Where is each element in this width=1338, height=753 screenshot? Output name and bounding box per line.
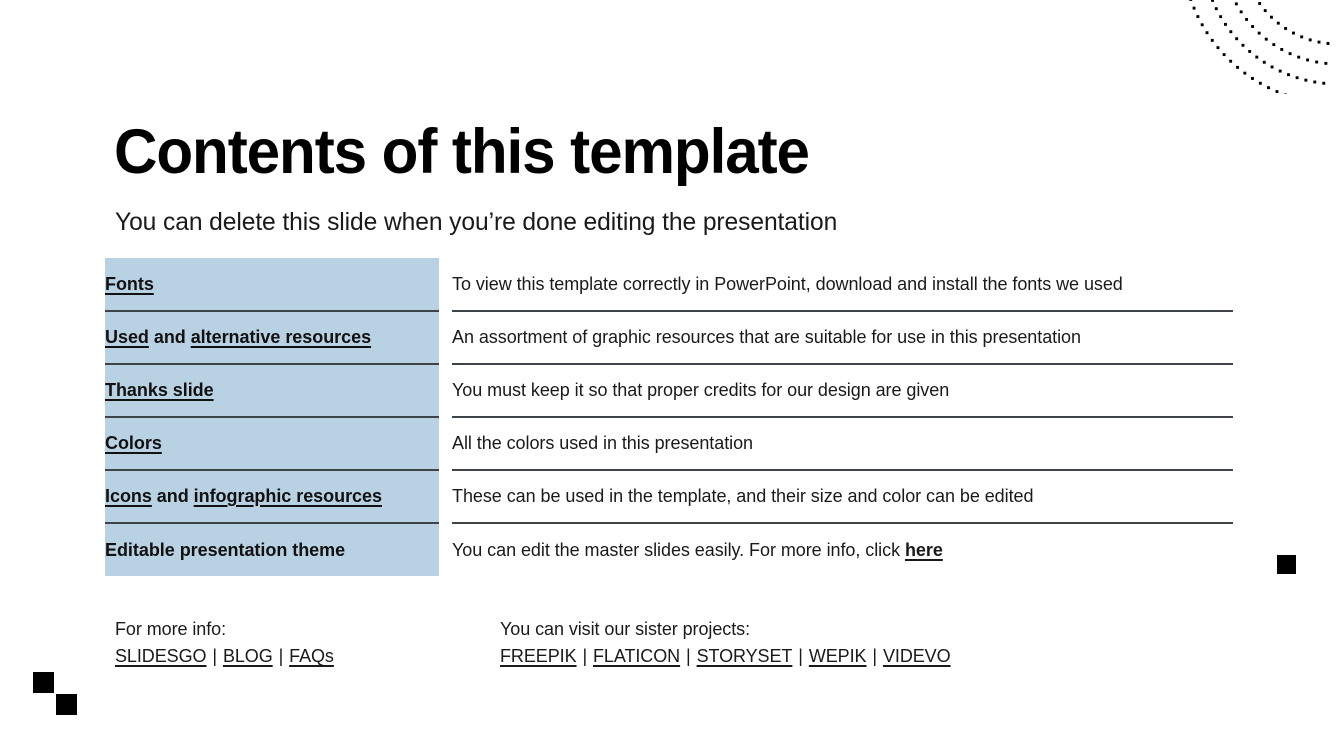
table-cell-description [452,311,1233,364]
table-cell-description [452,523,1233,576]
link-here[interactable]: here [904,539,943,560]
footer-link-blog[interactable]: BLOG [222,646,273,666]
table-cell-description [452,364,1233,417]
footer-link-storyset[interactable]: STORYSET [696,646,793,666]
table-cell-spacer [439,417,452,470]
text-run: To view this template correctly in PowerPoint, download and install the fonts we used [452,273,1123,294]
table-row [105,417,1233,470]
table-cell-label [105,417,439,470]
table-row [105,364,1233,417]
table-cell-label [105,258,439,311]
table-cell-label [105,470,439,523]
link-used[interactable]: Used [105,327,149,347]
link-separator: | [793,646,808,666]
footer-link-faqs[interactable]: FAQs [289,646,334,666]
footer [115,616,951,669]
text-run: These can be used in the template, and their size and color can be edited [452,486,1034,506]
table-cell-label [105,311,439,364]
footer-link-videvo[interactable]: VIDEVO [882,646,951,666]
link-thanks-slide[interactable]: Thanks slide [105,380,214,400]
link-separator: | [681,646,696,666]
text-run: All the colors used in this presentation [452,433,754,453]
contents-table-body [105,258,1233,576]
dotted-arcs-icon [1088,0,1338,94]
table-cell-description [452,417,1233,470]
table-cell-spacer [439,470,452,523]
footer-link-freepik[interactable]: FREEPIK [500,646,577,666]
link-separator: | [207,646,222,666]
table-cell-description [452,470,1233,523]
table-row [105,258,1233,311]
link-separator: | [577,646,592,666]
table-cell-label [105,523,439,576]
footer-more-info-label: For more info: [115,619,227,639]
page-title: Contents of this template [114,117,809,188]
decorative-square-right-middle [1277,555,1296,574]
text-run: You must keep it so that proper credits for our design are given [452,380,950,400]
table-row [105,311,1233,364]
link-icons[interactable]: Icons [105,486,152,506]
table-cell-spacer [439,523,452,576]
table-cell-spacer [439,364,452,417]
table-cell-spacer [439,311,452,364]
footer-sister-projects-links [500,643,951,669]
table-cell-label [105,364,439,417]
text-run: and [151,486,194,506]
text-run: An assortment of graphic resources that are suitable for use in this presentation [452,327,1081,347]
footer-link-flaticon[interactable]: FLATICON [592,646,681,666]
link-infographic-resources[interactable]: infographic resources [193,486,382,506]
footer-sister-projects-label: You can visit our sister projects: [500,619,751,639]
link-separator: | [273,646,289,666]
footer-sister-projects [500,616,951,669]
page-subtitle: You can delete this slide when you’re done editing the presentation [115,208,838,236]
table-row [105,470,1233,523]
table-cell-spacer [439,258,452,311]
footer-link-slidesgo[interactable]: SLIDESGO [115,646,207,666]
footer-more-info [115,616,500,669]
link-colors[interactable]: Colors [105,433,162,453]
contents-table [105,258,1233,576]
link-separator: | [867,646,882,666]
link-fonts[interactable]: Fonts [105,273,154,294]
link-alternative-resources[interactable]: alternative resources [190,327,372,347]
footer-more-info-links [115,643,500,669]
text-run: Editable presentation theme [105,539,346,560]
text-run: and [148,327,191,347]
footer-link-wepik[interactable]: WEPIK [808,646,867,666]
decorative-square-bottom-left-upper [33,672,54,693]
table-row [105,523,1233,576]
table-cell-description [452,258,1233,311]
decorative-square-bottom-left-lower [56,694,77,715]
text-run: You can edit the master slides easily. For more info, click [452,539,905,560]
